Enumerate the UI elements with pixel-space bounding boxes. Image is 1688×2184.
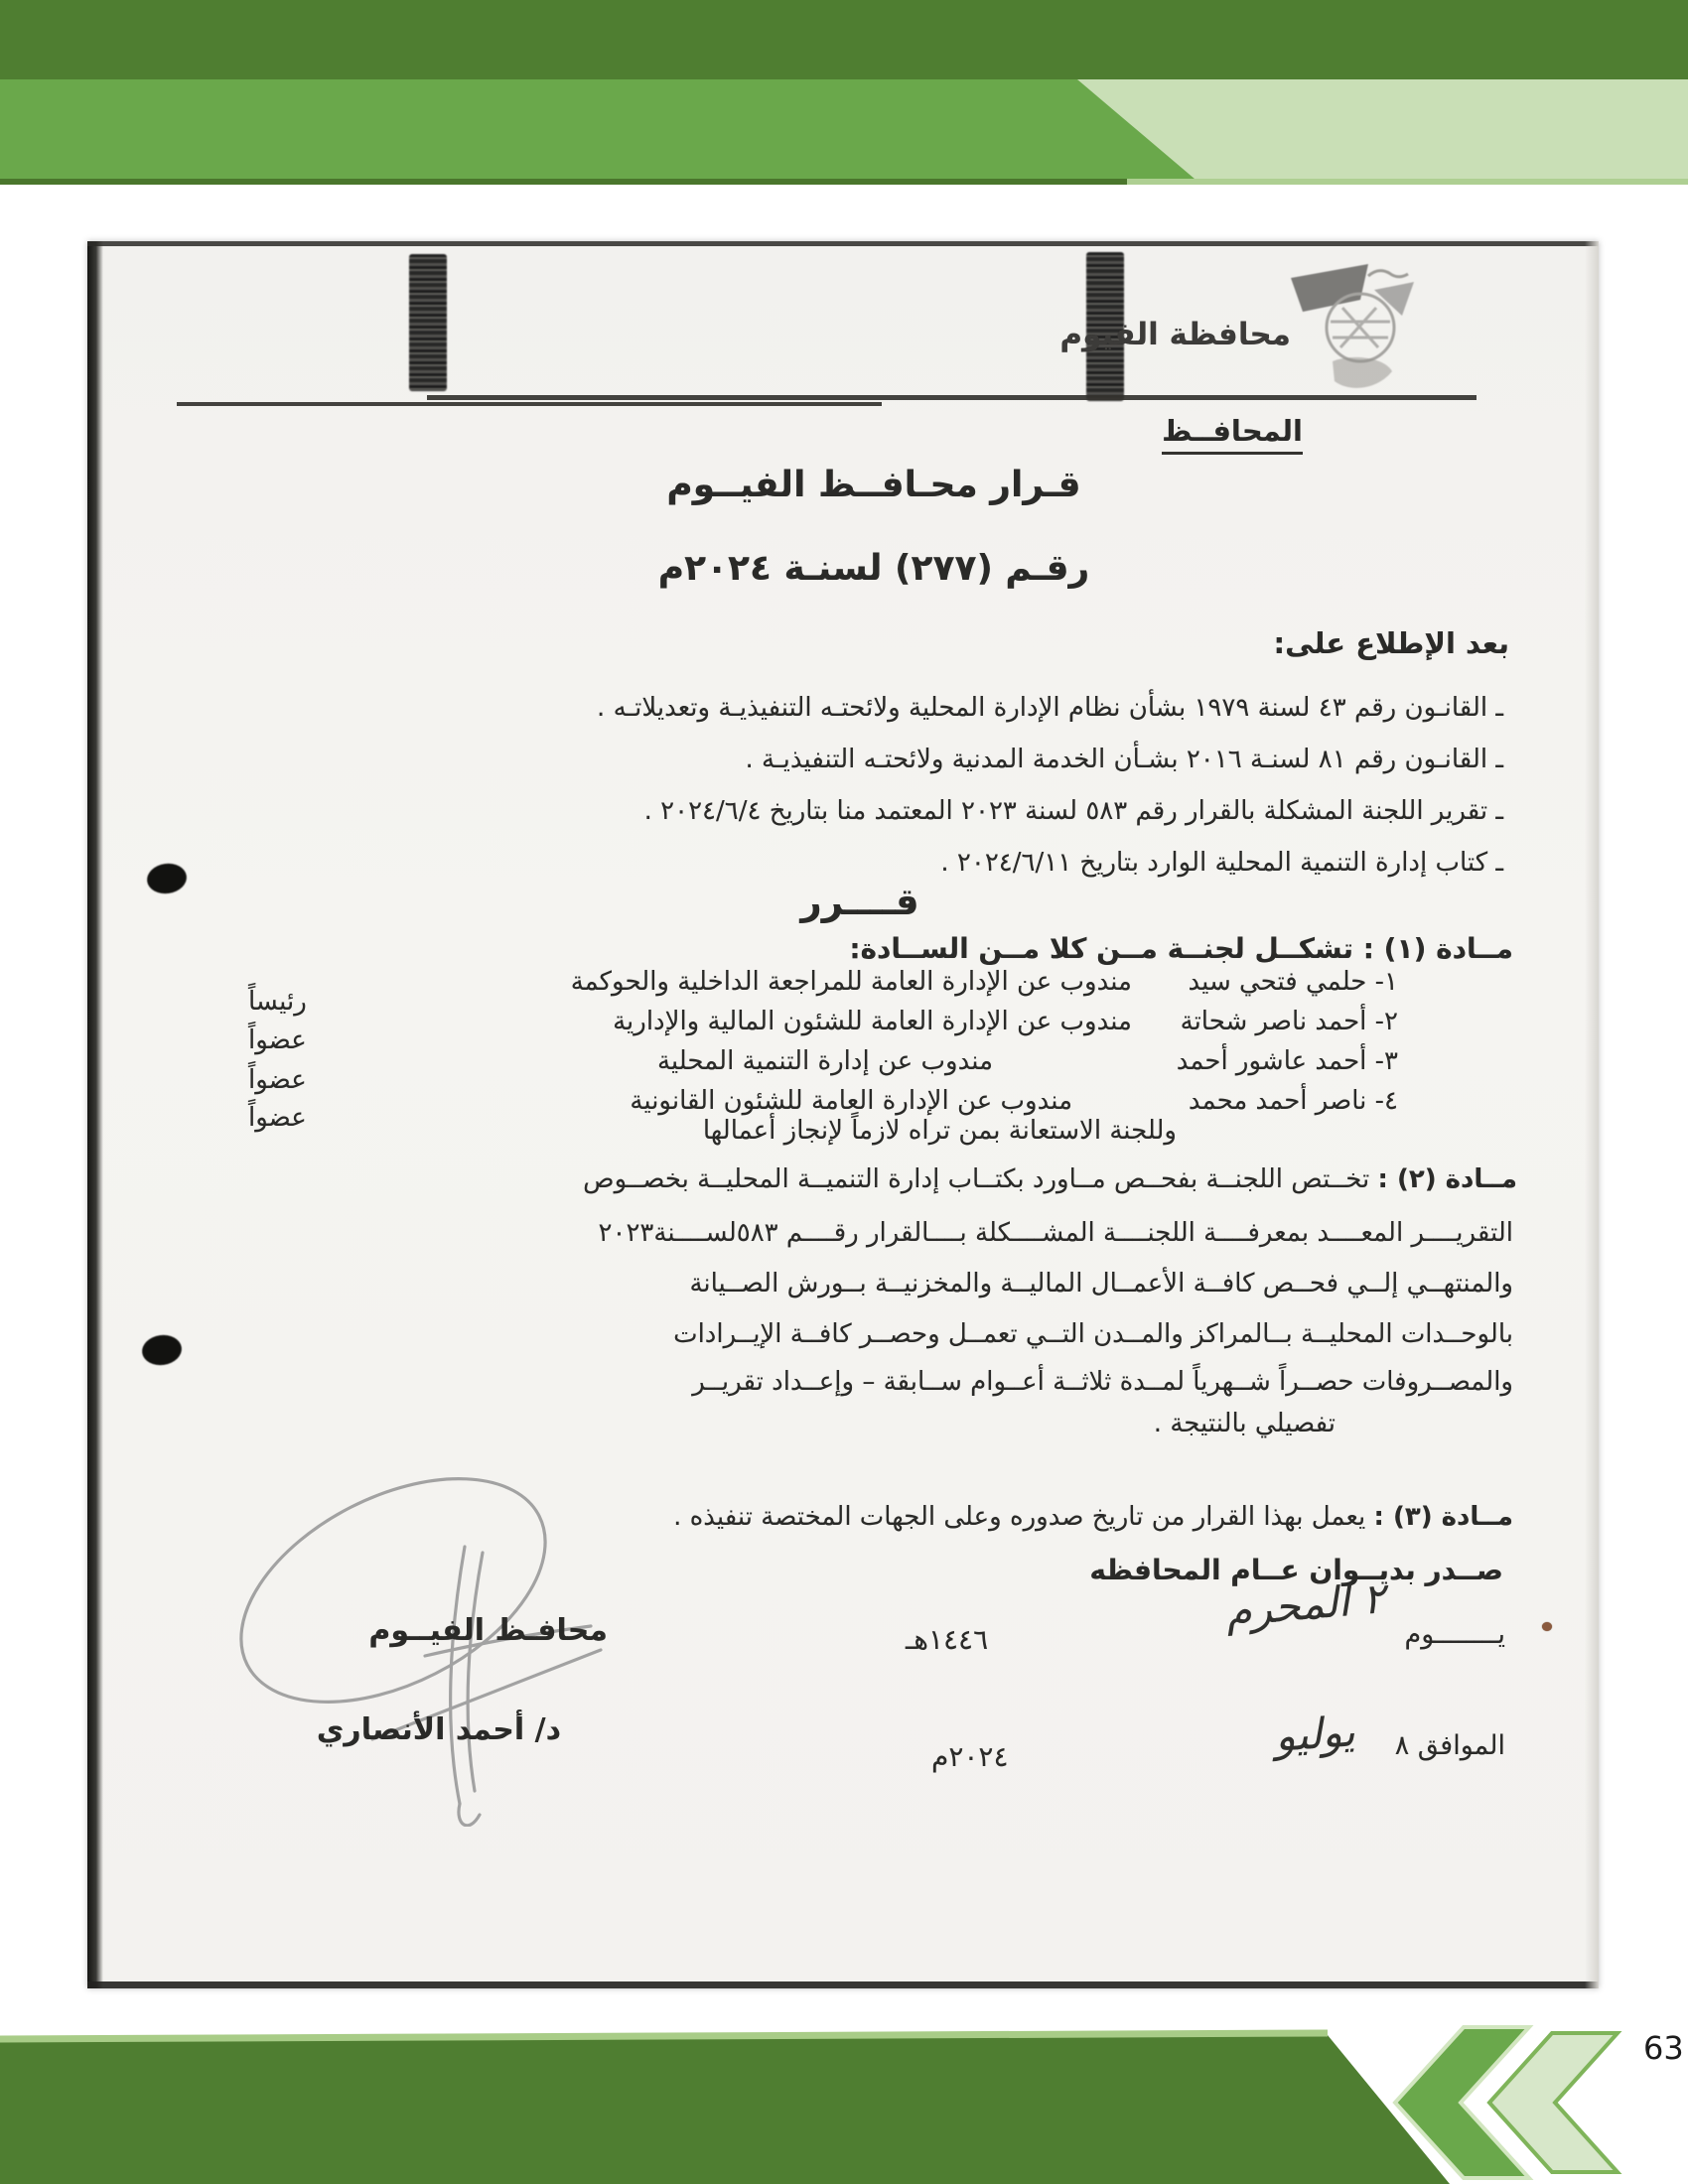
member-role: عضواً bbox=[248, 1025, 307, 1055]
member-role: رئيساً bbox=[248, 987, 307, 1017]
top-banner-edge bbox=[0, 179, 1127, 185]
top-banner-edge-pale bbox=[1127, 179, 1688, 185]
article2-line: بالوحــدات المحليــة بــالمراكز والمــدن التــي تعمــل وحصــر كافــة الإيــرادات bbox=[673, 1319, 1513, 1349]
article2-line: التقريــــر المعــــد بمعرفــــة اللجنــــة المشــــكلة بــــالقرار رقــــم ٥٨٣لســــنة٢٠٢٣ bbox=[598, 1218, 1513, 1248]
member-desc: مندوب عن الإدارة العامة للشئون المالية والإدارية bbox=[613, 1007, 1132, 1036]
article3-label: مــادة (٣) : bbox=[1373, 1502, 1513, 1532]
page-number: 63 bbox=[1643, 2029, 1684, 2067]
member-desc: مندوب عن الإدارة العامة للمراجعة الداخلية والحوكمة bbox=[570, 967, 1132, 997]
preamble-heading: بعد الإطلاع على: bbox=[1273, 626, 1509, 660]
article1-note: وللجنة الاستعانة بمن تراه لازماً لإنجاز أعمالها bbox=[702, 1116, 1177, 1146]
issued-day-label: يــــــــوم bbox=[1404, 1619, 1505, 1650]
issued-day-handwritten: ٢ المحرم bbox=[1223, 1573, 1387, 1636]
article2-line: والمصــروفات حصــراً شــهرياً لمــدة ثلاثــة أعــوام ســابقة – وإعــداد تقريــر bbox=[692, 1367, 1513, 1397]
bottom-banner bbox=[0, 2021, 1688, 2184]
ink-dot bbox=[1542, 1622, 1552, 1631]
letterhead-rule-lower bbox=[177, 402, 882, 406]
top-banner-row bbox=[0, 79, 1688, 185]
scan-right-shade bbox=[1585, 241, 1599, 1988]
preamble-item: ـ القانـون رقم ٤٣ لسنة ١٩٧٩ بشأن نظام الإدارة المحلية ولائحتـه التنفيذيـة وتعديلاتـه . bbox=[597, 693, 1503, 723]
member-role: عضواً bbox=[248, 1103, 307, 1133]
preamble-item: ـ تقرير اللجنة المشكلة بالقرار رقم ٥٨٣ لسنة ٢٠٢٣ المعتمد منا بتاريخ ٢٠٢٤/٦/٤ . bbox=[643, 796, 1503, 826]
member-name: ١- حلمي فتحي سيد bbox=[1188, 967, 1398, 997]
decree-number: رقـم (٢٧٧) لسنـة ٢٠٢٤م bbox=[657, 548, 1090, 589]
scan-smudge-left bbox=[409, 254, 447, 391]
letterhead-official: المحافــظ bbox=[1162, 413, 1303, 455]
signatory-title: محافـظ الفيــوم bbox=[368, 1613, 608, 1648]
member-name: ٣- أحمد عاشور أحمد bbox=[1176, 1046, 1398, 1076]
article2-label: مــادة (٢) : bbox=[1377, 1164, 1517, 1194]
article2-text: تخــتص اللجنــة بفحــص مــاورد بكتــاب إدارة التنميــة المحليــة بخصــوص bbox=[583, 1164, 1370, 1194]
article2-line: والمنتهــي إلــي فحــص كافــة الأعمــال الماليــة والمخزنيــة بــورش الصــيانة bbox=[689, 1269, 1513, 1298]
governorate-emblem bbox=[1273, 258, 1442, 409]
decree-title: قـرار محـافــظ الفيــوم bbox=[666, 465, 1081, 505]
scan-left-edge bbox=[87, 241, 103, 1988]
issued-hijri-year: ١٤٤٦هـ bbox=[906, 1623, 989, 1656]
article2-line: تفصيلي بالنتيجة . bbox=[1153, 1409, 1336, 1438]
letterhead-rule-upper bbox=[427, 395, 1477, 400]
scan-bottom-edge bbox=[87, 1981, 1599, 1988]
issued-month-handwritten: يوليو bbox=[1273, 1706, 1357, 1761]
member-name: ٢- أحمد ناصر شحاتة bbox=[1180, 1007, 1398, 1036]
article3-text: يعمل بهذا القرار من تاريخ صدوره وعلى الجهات المختصة تنفيذه . bbox=[673, 1502, 1366, 1532]
issued-greg-year: ٢٠٢٤م bbox=[931, 1740, 1009, 1773]
signatory-name: د/ أحمد الأنصاري bbox=[316, 1712, 561, 1747]
member-name: ٤- ناصر أحمد محمد bbox=[1188, 1086, 1398, 1116]
chevron-left-pale-icon bbox=[1489, 2033, 1618, 2172]
member-desc: مندوب عن إدارة التنمية المحلية bbox=[656, 1046, 993, 1076]
issued-greg-label: الموافق ٨ bbox=[1394, 1730, 1505, 1761]
letterhead-org: محافظة الفيوم bbox=[1059, 317, 1291, 352]
article1-heading: مــادة (١) : تشكــل لجنــة مــن كلا مــن الســادة: bbox=[849, 932, 1513, 965]
top-banner-dark bbox=[0, 0, 1688, 79]
preamble-item: ـ القانـون رقم ٨١ لسنـة ٢٠١٦ بشـأن الخدمة المدنية ولائحتـه التنفيذيـة . bbox=[745, 745, 1503, 774]
article2-line bbox=[583, 1163, 1517, 1196]
decree-word: قــــرر bbox=[800, 881, 919, 923]
article3-line bbox=[673, 1501, 1513, 1534]
preamble-item: ـ كتاب إدارة التنمية المحلية الوارد بتاريخ ٢٠٢٤/٦/١١ . bbox=[940, 848, 1503, 878]
scan-top-edge bbox=[87, 241, 1599, 246]
member-role: عضواً bbox=[248, 1065, 307, 1095]
issued-line: صــدر بديــوان عــام المحافظه bbox=[1089, 1554, 1503, 1586]
member-desc: مندوب عن الإدارة العامة للشئون القانونية bbox=[630, 1086, 1072, 1116]
